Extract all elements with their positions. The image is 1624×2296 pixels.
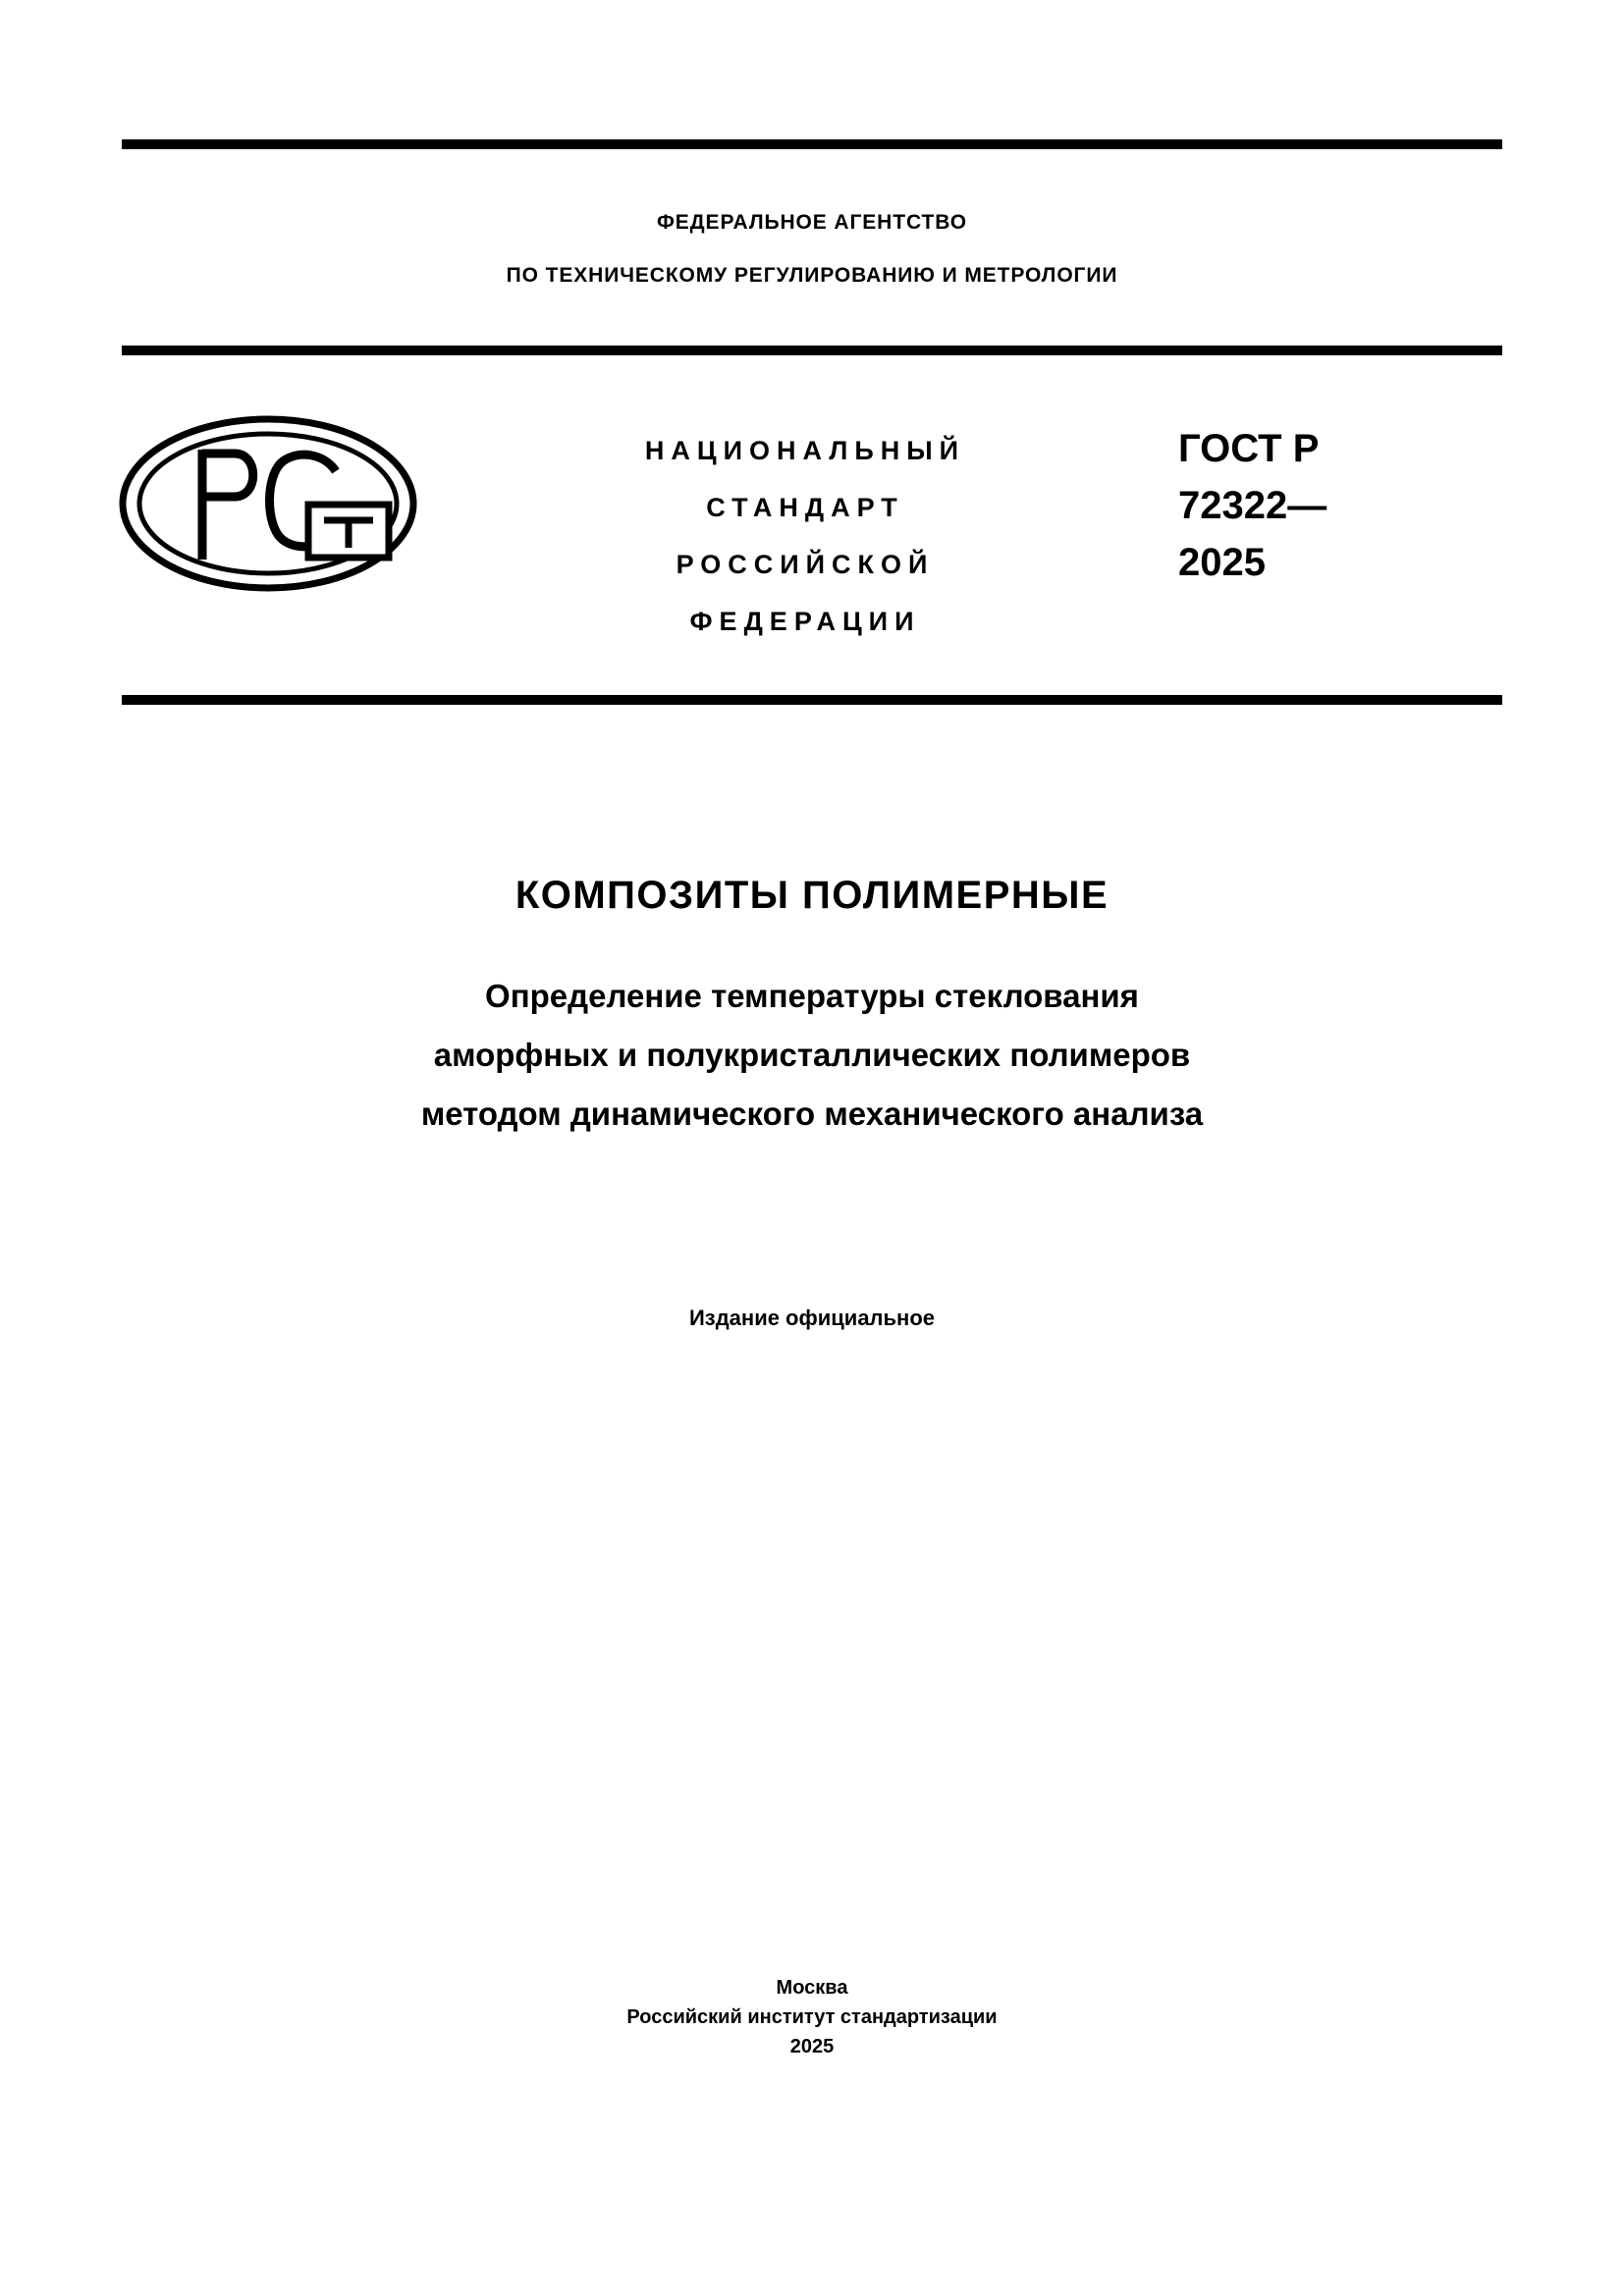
agency-line-2: ПО ТЕХНИЧЕСКОМУ РЕГУЛИРОВАНИЮ И МЕТРОЛОГИИ — [506, 264, 1118, 287]
subtitle-line-3: методом динамического механического анализа — [420, 1095, 1204, 1132]
header-bottom-rule — [122, 695, 1502, 705]
national-line-3: РОССИЙСКОЙ — [676, 550, 935, 579]
imprint-year: 2025 — [789, 2036, 835, 2057]
imprint-publisher: Российский институт стандартизации — [626, 2006, 998, 2028]
page-subtitle — [174, 967, 1450, 1144]
header-top-rule — [122, 139, 1502, 149]
designation-prefix: ГОСТ Р — [1178, 427, 1320, 470]
subtitle-line-2: аморфных и полукристаллических полимеров — [433, 1037, 1191, 1073]
national-line-4: ФЕДЕРАЦИИ — [689, 607, 921, 636]
page-title: КОМПОЗИТЫ ПОЛИМЕРНЫЕ — [514, 874, 1110, 917]
imprint-city: Москва — [776, 1977, 848, 1999]
edition-note: Издание официальное — [688, 1306, 936, 1330]
subtitle-line-1: Определение температуры стеклования — [485, 978, 1139, 1014]
header-middle-rule — [122, 346, 1502, 355]
standard-designation — [1178, 420, 1502, 591]
designation-number: 72322— — [1178, 484, 1327, 527]
national-standard-heading — [461, 422, 1149, 650]
designation-year: 2025 — [1178, 541, 1266, 584]
rst-gost-emblem-icon — [116, 410, 420, 597]
agency-line-1: ФЕДЕРАЛЬНОЕ АГЕНТСТВО — [656, 211, 968, 234]
publisher-imprint — [125, 1973, 1499, 2061]
national-line-2: СТАНДАРТ — [706, 493, 904, 522]
national-line-1: НАЦИОНАЛЬНЫЙ — [644, 436, 966, 465]
agency-heading — [122, 196, 1502, 302]
